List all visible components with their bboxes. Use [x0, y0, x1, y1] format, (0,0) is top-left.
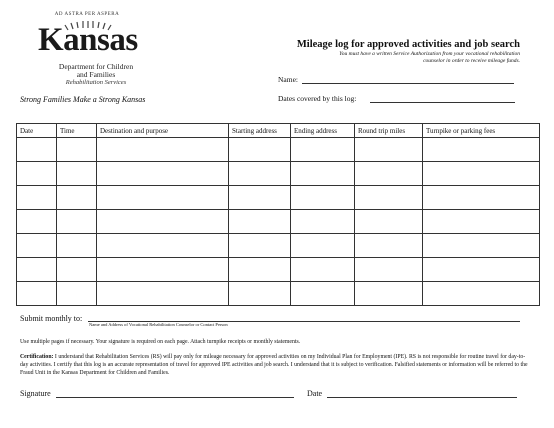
table-row	[17, 186, 540, 210]
logo-department	[52, 63, 140, 79]
table-cell[interactable]	[57, 282, 97, 306]
table-cell[interactable]	[291, 186, 355, 210]
table-cell[interactable]	[423, 138, 540, 162]
table-cell[interactable]	[57, 210, 97, 234]
table-cell[interactable]	[355, 258, 423, 282]
table-cell[interactable]	[355, 162, 423, 186]
table-cell[interactable]	[355, 186, 423, 210]
table-cell[interactable]	[291, 162, 355, 186]
table-cell[interactable]	[17, 138, 57, 162]
logo-dept-line1: Department for Children	[58, 62, 134, 71]
instructions-text: Use multiple pages if necessary. Your signature is required on each page. Attach turnpike receipts or monthly statements.	[20, 339, 301, 345]
mileage-log-table	[16, 123, 540, 306]
table-row	[17, 258, 540, 282]
column-header-time: Time	[57, 124, 97, 138]
logo-division: Rehabilitation Services	[65, 79, 127, 86]
table-cell[interactable]	[57, 186, 97, 210]
table-cell[interactable]	[229, 162, 291, 186]
table-cell[interactable]	[229, 234, 291, 258]
logo-wordmark: Kansas	[38, 22, 138, 58]
kansas-dcf-logo	[22, 12, 142, 94]
table-row	[17, 138, 540, 162]
table-row	[17, 234, 540, 258]
certification-paragraph	[20, 353, 532, 377]
signature-field[interactable]	[56, 397, 294, 398]
column-header-starting-address: Starting address	[229, 124, 291, 138]
table-cell[interactable]	[423, 186, 540, 210]
tagline: Strong Families Make a Strong Kansas	[20, 95, 146, 104]
column-header-turnpike-fees: Turnpike or parking fees	[423, 124, 540, 138]
table-cell[interactable]	[355, 210, 423, 234]
table-cell[interactable]	[57, 162, 97, 186]
column-header-round-trip-miles: Round trip miles	[355, 124, 423, 138]
table-row	[17, 282, 540, 306]
table-cell[interactable]	[229, 186, 291, 210]
table-cell[interactable]	[17, 186, 57, 210]
table-cell[interactable]	[423, 162, 540, 186]
table-header-row	[17, 124, 540, 138]
authorization-note-line1: You must have a written Service Authorization from your vocational rehabilitation	[339, 51, 520, 57]
table-cell[interactable]	[97, 258, 229, 282]
table-cell[interactable]	[97, 186, 229, 210]
dates-covered-label: Dates covered by this log:	[278, 94, 357, 103]
table-cell[interactable]	[229, 210, 291, 234]
table-cell[interactable]	[229, 282, 291, 306]
table-cell[interactable]	[291, 282, 355, 306]
table-cell[interactable]	[229, 138, 291, 162]
date-field[interactable]	[327, 397, 517, 398]
logo-motto: AD ASTRA PER ASPERA	[54, 12, 120, 17]
submit-monthly-label: Submit monthly to:	[20, 314, 83, 323]
column-header-destination: Destination and purpose	[97, 124, 229, 138]
table-cell[interactable]	[291, 210, 355, 234]
name-label: Name:	[278, 75, 298, 84]
table-cell[interactable]	[17, 162, 57, 186]
authorization-note	[240, 51, 520, 65]
table-cell[interactable]	[97, 282, 229, 306]
table-cell[interactable]	[291, 138, 355, 162]
signature-label: Signature	[20, 389, 51, 398]
date-label: Date	[307, 389, 323, 398]
table-cell[interactable]	[57, 234, 97, 258]
column-header-date: Date	[17, 124, 57, 138]
table-cell[interactable]	[97, 138, 229, 162]
table-cell[interactable]	[423, 282, 540, 306]
logo-dept-line2: and Families	[76, 70, 116, 79]
table-cell[interactable]	[355, 138, 423, 162]
table-cell[interactable]	[423, 234, 540, 258]
table-cell[interactable]	[17, 210, 57, 234]
table-row	[17, 210, 540, 234]
certification-text: I understand that Rehabilitation Services (RS) will pay only for mileage necessary for approved activities on my Individual Plan for Employment (IPE). RS is not responsible for routine travel for day-to-day activities. I certify that this log is an accurate representation of travel for approved IPE activities and job search. I understand that it is subject to verification. Falsified statements or information will be referred to the Fraud Unit in the Kansas Department for Children and Families.	[20, 354, 528, 376]
submit-monthly-caption: Name and Address of Vocational Rehabilitation Counselor or Contact Person	[89, 322, 228, 327]
table-cell[interactable]	[57, 138, 97, 162]
table-cell[interactable]	[97, 210, 229, 234]
page-title: Mileage log for approved activities and job search	[296, 39, 520, 50]
table-row	[17, 162, 540, 186]
name-field[interactable]	[302, 83, 514, 84]
table-cell[interactable]	[97, 234, 229, 258]
table-cell[interactable]	[423, 258, 540, 282]
table-cell[interactable]	[97, 162, 229, 186]
table-cell[interactable]	[17, 258, 57, 282]
table-cell[interactable]	[17, 282, 57, 306]
table-cell[interactable]	[291, 234, 355, 258]
table-cell[interactable]	[355, 234, 423, 258]
dates-covered-field[interactable]	[370, 102, 515, 103]
table-cell[interactable]	[17, 234, 57, 258]
table-cell[interactable]	[57, 258, 97, 282]
table-cell[interactable]	[229, 258, 291, 282]
table-cell[interactable]	[355, 282, 423, 306]
column-header-ending-address: Ending address	[291, 124, 355, 138]
certification-label: Certification:	[20, 354, 54, 360]
table-cell[interactable]	[291, 258, 355, 282]
authorization-note-line2: counselor in order to receive mileage funds.	[423, 58, 520, 64]
table-cell[interactable]	[423, 210, 540, 234]
